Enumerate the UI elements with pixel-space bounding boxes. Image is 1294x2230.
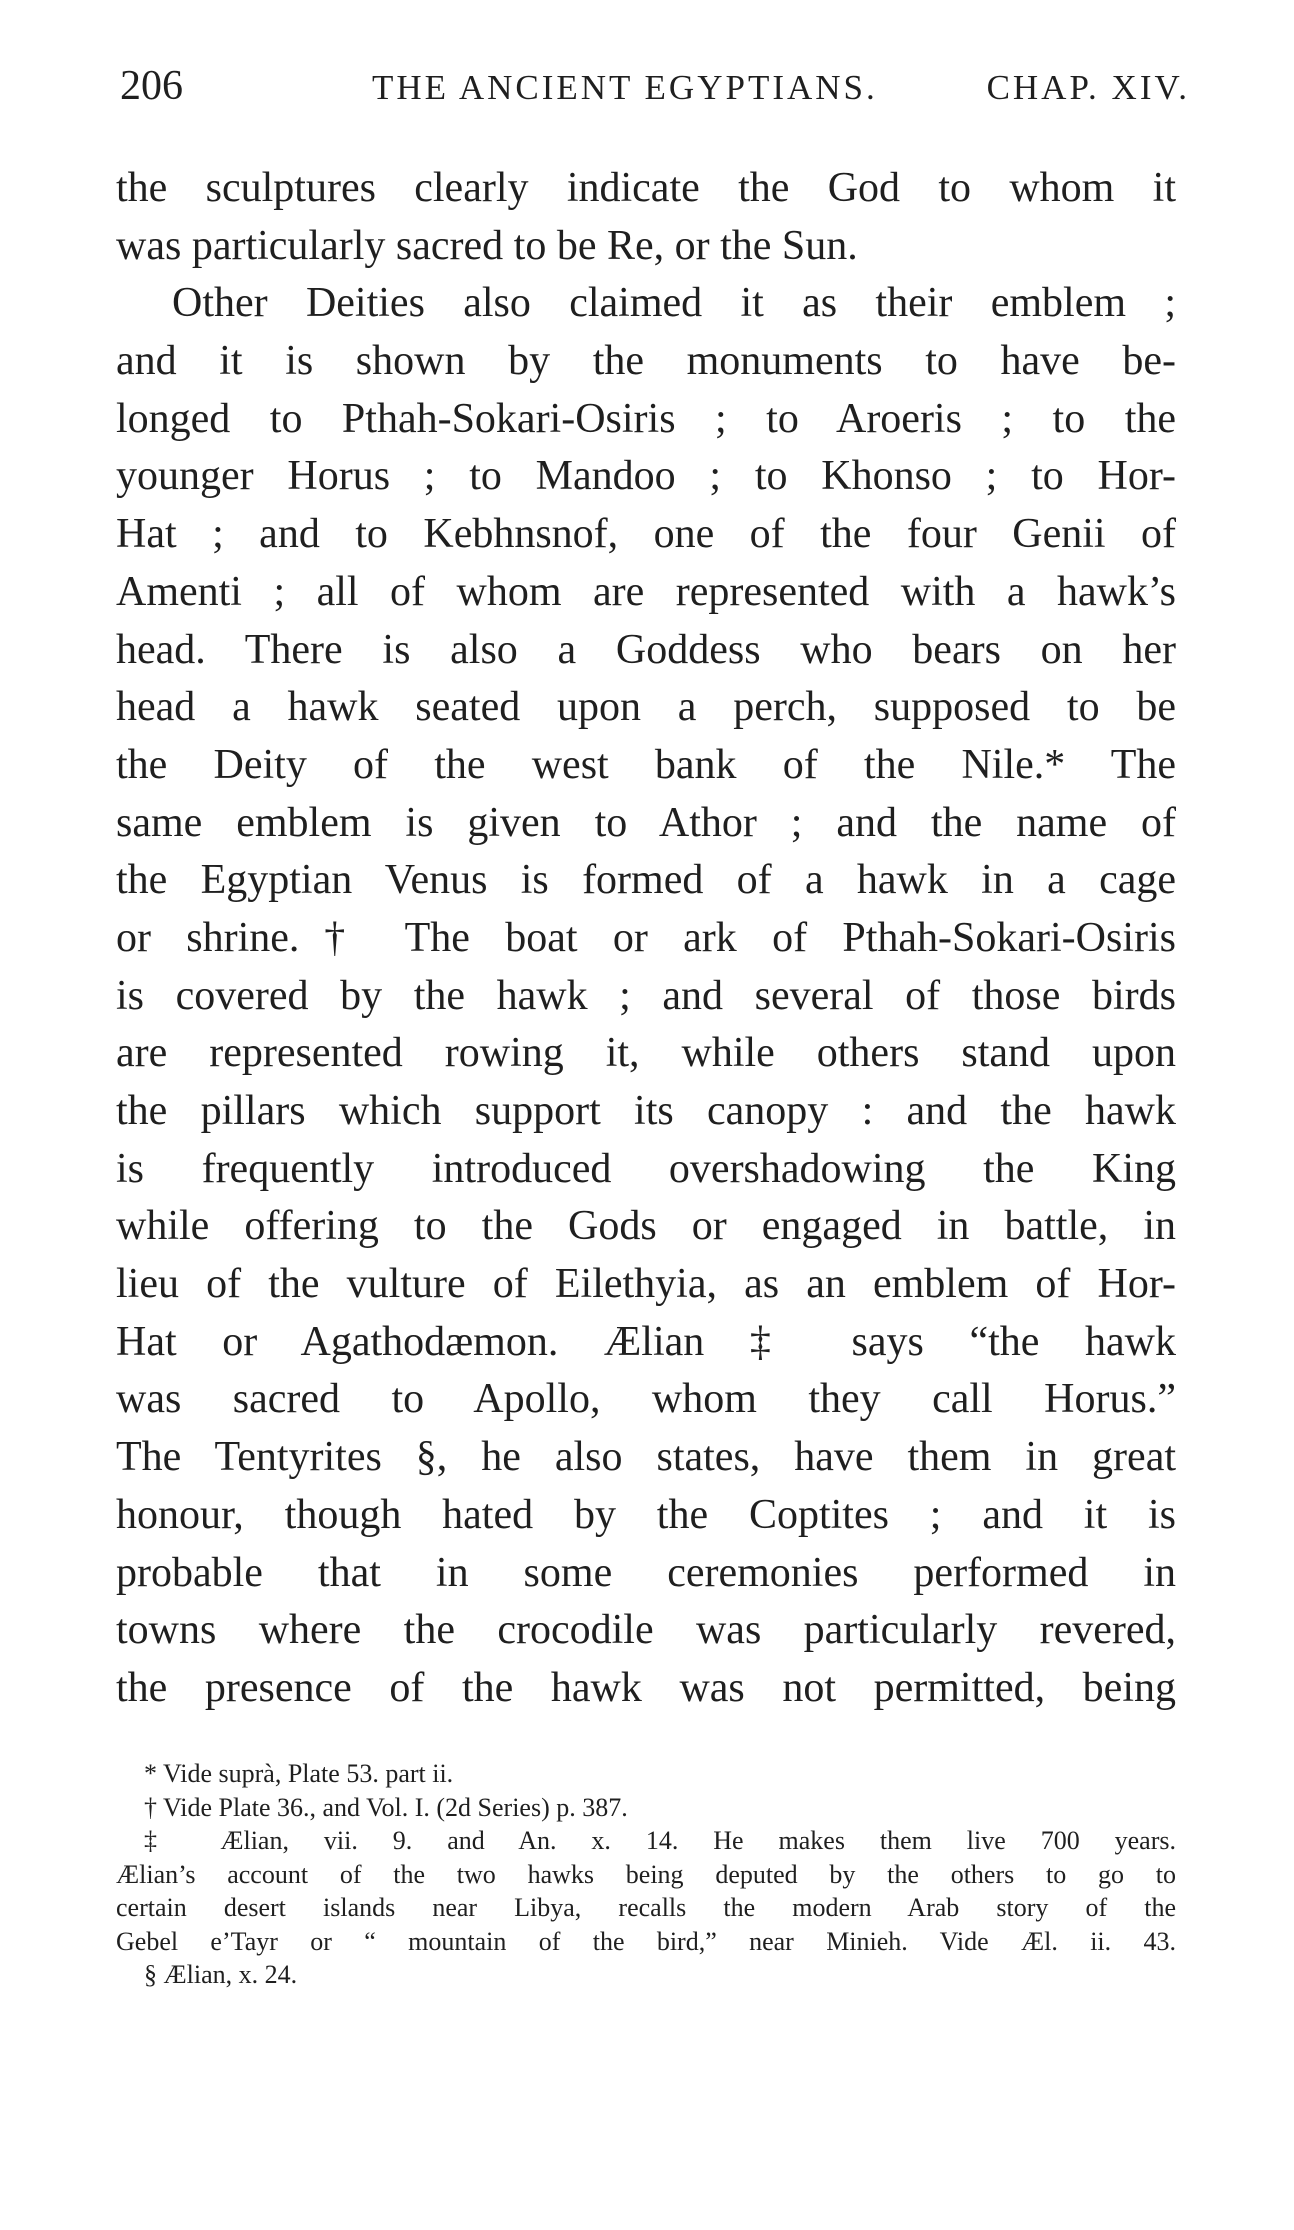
footnote: ‡ Ælian, vii. 9. and An. x. 14. He makes them live 700 years.	[144, 1826, 1176, 1855]
text-line: is covered by the hawk ; and several of those birds	[116, 972, 1176, 1019]
text-line: honour, though hated by the Coptites ; and it is	[116, 1491, 1176, 1538]
footnote: § Ælian, x. 24.	[144, 1960, 298, 1989]
text-line: Hat ; and to Kebhnsnof, one of the four Genii of	[116, 511, 1176, 558]
text-line: The Tentyrites §, he also states, have them in great	[116, 1434, 1176, 1481]
text-line: lieu of the vulture of Eilethyia, as an emblem of Hor-	[116, 1261, 1176, 1308]
body-text	[116, 160, 1176, 1718]
text-line: head a hawk seated upon a perch, supposed to be	[116, 684, 1176, 731]
text-line: longed to Pthah-Sokari-Osiris ; to Aroeris ; to the	[116, 395, 1176, 442]
footnote: Gebel e’Tayr or “ mountain of the bird,” near Minieh. Vide Æl. ii. 43.	[116, 1926, 1176, 1956]
text-line: was sacred to Apollo, whom they call Horus.”	[116, 1376, 1176, 1423]
text-line: is frequently introduced overshadowing the King	[116, 1145, 1176, 1192]
text-line: head. There is also a Goddess who bears on her	[116, 626, 1176, 673]
footnote: certain desert islands near Libya, recalls the modern Arab story of the	[116, 1893, 1176, 1922]
footnotes	[116, 1757, 1176, 1992]
chapter-label: CHAP. XIV.	[986, 68, 1190, 107]
text-line: the sculptures clearly indicate the God to whom it	[116, 165, 1176, 211]
text-line: the Deity of the west bank of the Nile.* The	[116, 741, 1176, 788]
text-line: are represented rowing it, while others stand upon	[116, 1030, 1176, 1077]
text-line: was particularly sacred to be Re, or the Sun.	[116, 222, 858, 269]
text-line: Other Deities also claimed it as their emblem ;	[172, 280, 1176, 327]
text-line: Amenti ; all of whom are represented with a hawk’s	[116, 568, 1176, 615]
running-header	[120, 62, 1190, 122]
text-line: probable that in some ceremonies performed in	[116, 1549, 1176, 1596]
text-line: the presence of the hawk was not permitted, being	[116, 1664, 1176, 1711]
text-line: Hat or Agathodæmon. Ælian ‡ says “the hawk	[116, 1318, 1176, 1365]
footnote: * Vide suprà, Plate 53. part ii.	[144, 1759, 454, 1788]
footnote: Ælian’s account of the two hawks being deputed by the others to go to	[116, 1859, 1176, 1889]
text-line: the Egyptian Venus is formed of a hawk in a cage	[116, 857, 1176, 904]
running-title: THE ANCIENT EGYPTIANS.	[372, 68, 878, 107]
text-line: and it is shown by the monuments to have be-	[116, 338, 1176, 385]
page-number: 206	[120, 63, 183, 109]
text-line: or shrine.† The boat or ark of Pthah-Sokari-Osiris	[116, 914, 1176, 961]
text-line: younger Horus ; to Mandoo ; to Khonso ; to Hor-	[116, 453, 1176, 500]
text-line: the pillars which support its canopy : and the hawk	[116, 1088, 1176, 1134]
footnote: † Vide Plate 36., and Vol. I. (2d Series) p. 387.	[144, 1792, 628, 1822]
text-line: towns where the crocodile was particularly revered,	[116, 1607, 1176, 1654]
text-line: while offering to the Gods or engaged in battle, in	[116, 1203, 1176, 1250]
text-line: same emblem is given to Athor ; and the name of	[116, 799, 1176, 846]
